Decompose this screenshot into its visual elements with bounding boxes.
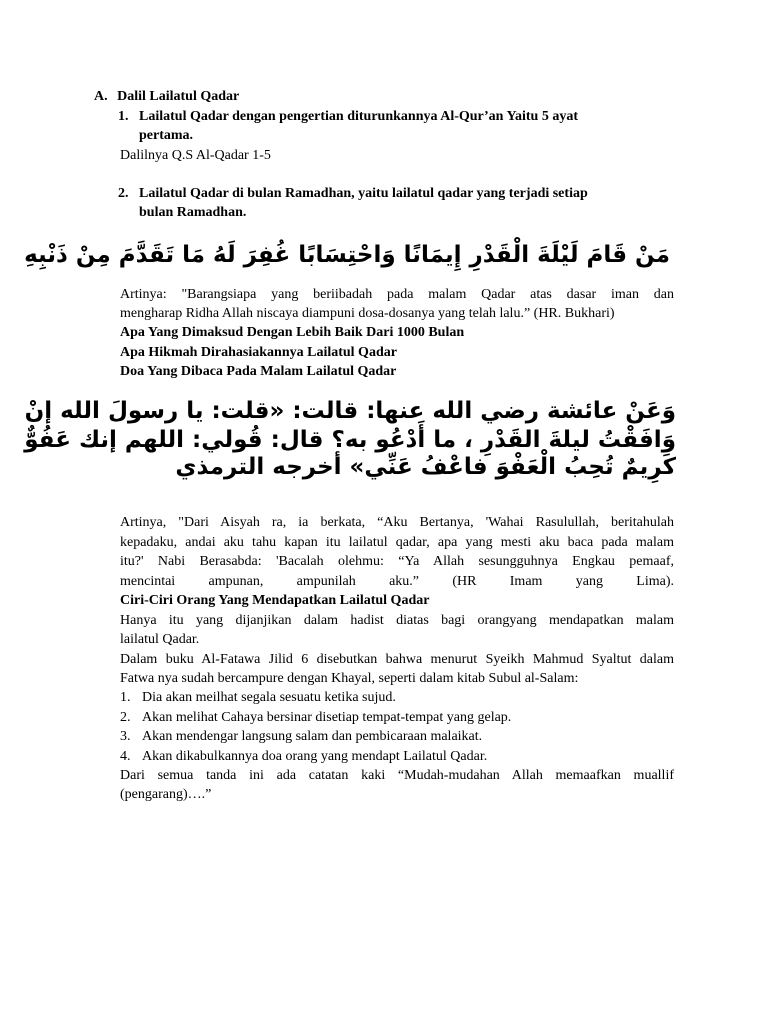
list-item-1-number: 1. bbox=[118, 109, 129, 124]
hadith-2-arabic-line1: وَعَنْ عائشة رضي الله عنها: قالت: «قلت: يا رسولَ الله إنْ bbox=[24, 398, 676, 424]
ciri-list-item bbox=[120, 709, 511, 727]
ciri-list-number: 2. bbox=[120, 710, 131, 725]
hadith-2-translation-line3: itu?' Nabi Berasabda: 'Bacalah olehmu: “Ya Allah sesungguhnya Engkau pemaaf, bbox=[120, 554, 674, 569]
ciri-list-text: Akan melihat Cahaya bersinar disetiap tempat-tempat yang gelap. bbox=[142, 710, 512, 725]
hadith-1-translation-line1: Artinya: "Barangsiapa yang beriibadah pada malam Qadar atas dasar iman dan bbox=[120, 287, 674, 302]
ciri-para2-line1: Dalam buku Al-Fatawa Jilid 6 disebutkan bahwa menurut Syeikh Mahmud Syaltut dalam bbox=[120, 652, 674, 667]
hadith-2-translation-line1: Artinya, "Dari Aisyah ra, ia berkata, “Aku Bertanya, 'Wahai Rasulullah, beritahulah bbox=[120, 515, 674, 530]
list-item-1-line2: pertama. bbox=[139, 128, 194, 143]
ciri-list-item bbox=[120, 689, 396, 707]
ciri-list-number: 4. bbox=[120, 749, 131, 764]
subheading-1000-bulan: Apa Yang Dimaksud Dengan Lebih Baik Dari 1000 Bulan bbox=[120, 325, 465, 340]
subheading-doa: Doa Yang Dibaca Pada Malam Lailatul Qadar bbox=[120, 364, 397, 379]
section-heading bbox=[94, 88, 239, 106]
ciri-list-text: Dia akan meilhat segala sesuatu ketika sujud. bbox=[142, 690, 396, 705]
ciri-list-text: Akan mendengar langsung salam dan pembicaraan malaikat. bbox=[142, 729, 483, 744]
hadith-2-translation-line2: kepadaku, andai aku tahu kapan itu lailatul qadar, apa yang mesti aku baca pada malam bbox=[120, 535, 674, 550]
section-title: Dalil Lailatul Qadar bbox=[117, 89, 240, 104]
ciri-list-number: 3. bbox=[120, 729, 131, 744]
ciri-list-number: 1. bbox=[120, 690, 131, 705]
list-item-2-line2: bulan Ramadhan. bbox=[139, 205, 247, 220]
ciri-para1-line1: Hanya itu yang dijanjikan dalam hadist diatas bagi orangyang mendapatkan malam bbox=[120, 613, 674, 628]
dalil-reference: Dalilnya Q.S Al-Qadar 1-5 bbox=[120, 148, 271, 163]
hadith-1-translation-line2: mengharap Ridha Allah niscaya diampuni dosa-dosanya yang telah lalu.” (HR. Bukhari) bbox=[120, 306, 615, 321]
ciri-list-item bbox=[120, 728, 482, 746]
ciri-para1-line2: lailatul Qadar. bbox=[120, 632, 200, 647]
ciri-para2-line2: Fatwa nya sudah bercampure dengan Khayal, seperti dalam kitab Subul al-Salam: bbox=[120, 671, 579, 686]
hadith-2-arabic-line2: وَافَقْتُ ليلةَ القَدْرِ ، ما أَدْعُو به؟ قال: قُولي: اللهم إنك عَفُوٌّ bbox=[24, 427, 676, 453]
hadith-2-translation-line4: mencintai ampunan, ampunilah aku.” (HR Imam yang Lima). bbox=[120, 574, 674, 589]
section-marker: A. bbox=[94, 89, 108, 104]
list-item-2-number: 2. bbox=[118, 186, 129, 201]
hadith-1-arabic: مَنْ قَامَ لَيْلَةَ الْقَدْرِ إِيمَانًا وَاحْتِسَابًا غُفِرَ لَهُ مَا تَقَدَّمَ مِنْ ذَنْبِهِ bbox=[24, 242, 670, 268]
hadith-2-arabic-line3: كَرِيمٌ تُحِبُ الْعَفْوَ فاعْفُ عَنِّي» أخرجه الترمذي bbox=[175, 454, 676, 480]
ciri-list-item bbox=[120, 748, 487, 766]
ciri-list-text: Akan dikabulkannya doa orang yang mendapt Lailatul Qadar. bbox=[142, 749, 488, 764]
ciri-title: Ciri-Ciri Orang Yang Mendapatkan Lailatul Qadar bbox=[120, 593, 430, 608]
ciri-closing-line2: (pengarang)….” bbox=[120, 787, 212, 802]
list-item-1-line1: Lailatul Qadar dengan pengertian diturunkannya Al-Qur’an Yaitu 5 ayat bbox=[139, 109, 579, 124]
subheading-hikmah: Apa Hikmah Dirahasiakannya Lailatul Qadar bbox=[120, 345, 397, 360]
list-item-2-line1: Lailatul Qadar di bulan Ramadhan, yaitu lailatul qadar yang terjadi setiap bbox=[139, 186, 588, 201]
ciri-closing-line1: Dari semua tanda ini ada catatan kaki “Mudah-mudahan Allah memaafkan muallif bbox=[120, 768, 674, 783]
